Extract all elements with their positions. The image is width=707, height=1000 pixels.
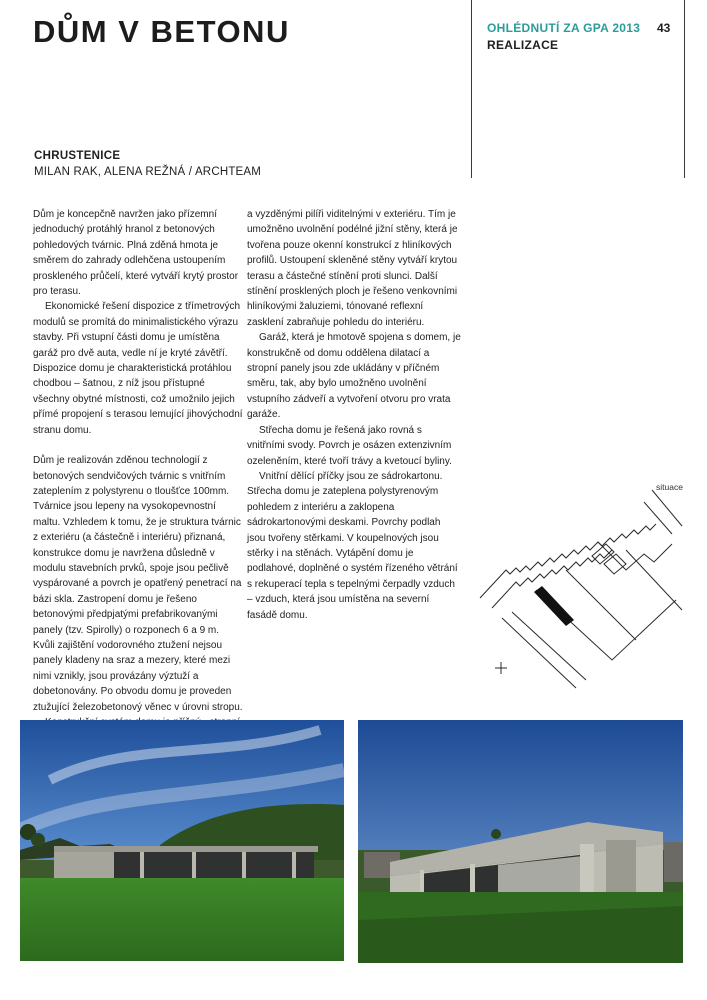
section-label: OHLÉDNUTÍ ZA GPA 2013 — [487, 21, 641, 35]
paragraph: Dům je realizován zděnou technologií z betonových sendvičových tvárnic s vnitřním zateplením z polystyrenu o tloušťce 100mm. Tvárnice jsou lepeny na vysokopevnostní maltu. Vzhledem k tomu, že je struktura tvárnic z exteriéru (a částečně i interiéru) přiznaná, konstrukce domu je navržena důsledně v modulu stavebních prvků, spoje jsou pečlivě vyspárované a povrch je opatřený penetrací na bázi skla. Zastropení domu je řešeno betonovými předpjatými prefabrikovanými panely (tzv. Spirolly) o rozponech 6 a 9 m. Kvůli zajištění vodorovného ztužení nejsou panely kladeny na sraz a mezery, které mezi nimi vznikly, jsou provázány výztuží a dobetonovány. Po obvodu domu je proveden ztužující železobetonový věnec v úrovni stropu. — [33, 455, 243, 713]
paragraph: Dům je koncepčně navržen jako přízemní jednoduchý protáhlý hranol z betonových pohledových tvárnic. Plná zděná hmota je směrem do zahrady odlehčena ustoupením proskleného průčelí, které vytváří krytý prostor pro terasu. — [33, 209, 239, 298]
neighbour-building-2 — [604, 554, 626, 574]
paragraph: Střecha domu je řešená jako rovná s vnitřními svody. Povrch je osázen extenzivním ozeleněním, které tvoří trávy a kvetoucí byliny. — [247, 424, 452, 467]
north-arrow-icon — [495, 662, 507, 674]
photo-2-image — [358, 720, 683, 963]
text-column-2 — [247, 207, 461, 623]
subsection-label: REALIZACE — [487, 38, 559, 52]
plot-divider — [566, 570, 636, 640]
running-header — [487, 21, 677, 52]
road-edge — [652, 490, 682, 526]
paragraph: Garáž, která je hmotově spojena s domem, je konstrukčně od domu oddělena dilatací a stropní panely jsou zde ukládány v příčném směru, tak, aby bylo umožněno uvolnění vstupního zádveří a vytvoření otvoru pro vrata garáže. — [247, 332, 461, 421]
article-title: DŮM V BETONU — [33, 14, 290, 49]
header-divider-right — [684, 0, 685, 178]
plot-boundary-main — [536, 590, 676, 660]
photo-house-terrace-view — [358, 720, 683, 963]
photo-1-image — [20, 720, 344, 961]
header-divider-left — [471, 0, 472, 178]
plot-boundary-north — [480, 524, 656, 598]
plot-edge-east — [626, 550, 682, 610]
project-location: CHRUSTENICE — [34, 150, 121, 162]
plot-edge-sw — [502, 618, 576, 688]
site-plan-drawing — [476, 470, 686, 695]
paragraph: Ekonomické řešení dispozice z třímetrových modulů se promítá do minimalistického výrazu stavby. Při vstupní části domu je umístěna garáž pro dvě auta, vedle ní je kryté závětří. Dispozice domu je charakteristická protáhlou chodbou – šatnou, z níž jsou přístupné všechny obytné místnosti, což umožnilo jejich přímé propojení s terasou lemující jihovýchodní stranu domu. — [33, 301, 243, 436]
site-plan-label: situace — [656, 482, 683, 492]
plot-edge-sw-inner — [512, 612, 586, 680]
house-footprint — [534, 586, 574, 626]
text-column-1 — [33, 207, 243, 792]
site-plan-svg — [476, 470, 686, 690]
paragraph: a vyzděnými pilíři viditelnými v exteriéru. Tím je umožněno uvolnění podélné jižní stěny, která je tvořena pouze okenní konstrukcí z hliníkových profilů. Ustoupení skleněné stěny vytváří krytou terasu a částečné stínění proti slunci. Další stínění prosklených ploch je řešeno venkovními hliníkovými žaluziemi, tónované reflexní zasklení zabraňuje pohledu do interiéru. — [247, 209, 458, 328]
project-authors: MILAN RAK, ALENA REŽNÁ / ARCHTEAM — [34, 166, 262, 178]
photo-house-garden-view — [20, 720, 344, 961]
paragraph: Vnitřní dělící příčky jsou ze sádrokartonu. Střecha domu je zateplena polystyrenovým pohledem z interiéru a zaklopena sádrokartonovými deskami. Povrchy podlah jsou tvořeny stěrkami. V koupelnových jsou stěrky i na stěnách. Vytápění domu je podlahové, doplněné o systém řízeného větrání s rekuperací tepla s tepelnými čerpadly vzduch – vzduch, která jsou umístěna na severní fasádě domu. — [247, 470, 458, 621]
road-edge-2 — [644, 502, 672, 534]
page-number: 43 — [657, 21, 671, 35]
